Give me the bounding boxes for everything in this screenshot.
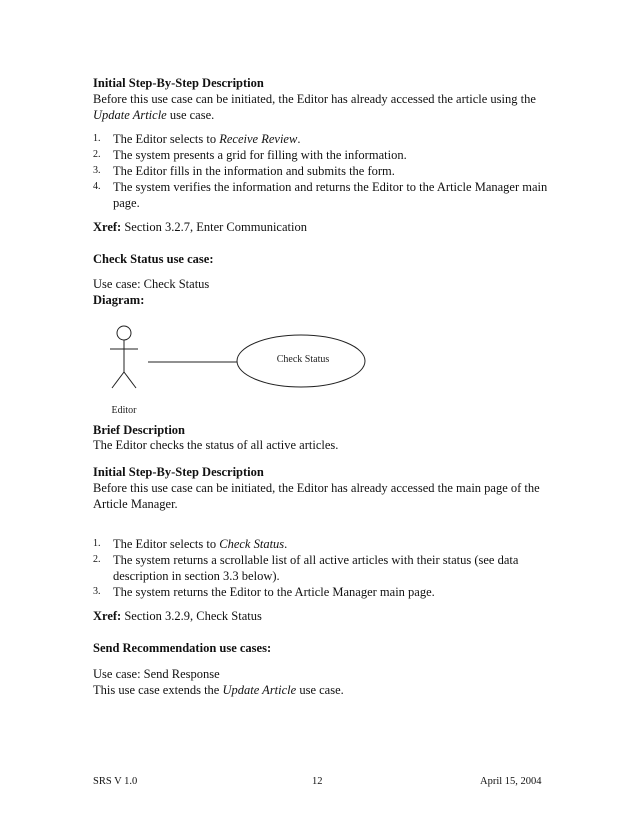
step-number: 2. — [93, 554, 101, 565]
footer-date: April 15, 2004 — [480, 776, 542, 787]
update-article-ref: Update Article — [222, 683, 297, 697]
step-item — [93, 552, 518, 584]
step-item — [93, 536, 518, 552]
step-emphasis: Check Status — [219, 537, 285, 551]
step-emphasis: Receive Review — [219, 132, 298, 146]
xref-check-status — [93, 608, 262, 624]
step-text: The system returns the Editor to the Article Manager main page. — [113, 585, 435, 599]
initial-description-heading: Initial Step-By-Step Description — [93, 76, 264, 90]
send-recommendation-heading: Send Recommendation use cases: — [93, 641, 272, 655]
xref-label: Xref: — [93, 220, 122, 234]
initial-description-line-1: Before this use case can be initiated, the Editor has already accessed the article using the — [93, 92, 536, 106]
oval-label: Check Status — [276, 354, 330, 365]
step-text: The system verifies the information and returns the Editor to the Article Manager main — [113, 180, 548, 194]
extends-pre: This use case extends the — [93, 683, 223, 697]
step-text-end: . — [284, 537, 288, 551]
brief-description-text: The Editor checks the status of all active articles. — [93, 438, 339, 452]
step-text: The system presents a grid for filling with the information. — [113, 148, 407, 162]
step-text-continued: page. — [113, 196, 140, 210]
step-item — [93, 584, 518, 600]
xref-text: Section 3.2.9, Check Status — [121, 609, 262, 623]
check-status-use-case: Use case: Check Status — [93, 277, 210, 291]
step-text: The Editor selects to — [113, 132, 220, 146]
update-article-ref: Update Article — [93, 108, 167, 122]
step-text: The Editor fills in the information and submits the form. — [113, 164, 395, 178]
step-text: The Editor selects to — [113, 537, 220, 551]
footer-version: SRS V 1.0 — [93, 776, 138, 787]
actor-label: Editor — [111, 405, 137, 416]
extends-post: use case. — [296, 683, 344, 697]
footer-page-number: 12 — [312, 776, 323, 787]
xref-text: Section 3.2.7, Enter Communication — [121, 220, 307, 234]
check-status-heading: Check Status use case: — [93, 252, 214, 266]
step-number: 2. — [93, 149, 101, 160]
send-response-use-case: Use case: Send Response — [93, 667, 220, 681]
step-number: 1. — [93, 133, 101, 144]
step-number: 4. — [93, 181, 101, 192]
check-status-steps — [93, 536, 518, 600]
check-status-initial-heading: Initial Step-By-Step Description — [93, 465, 264, 479]
step-number: 3. — [93, 165, 101, 176]
xref-label: Xref: — [93, 609, 122, 623]
step-text: The system returns a scrollable list of all active articles with their status (see data — [113, 553, 519, 567]
brief-description-heading: Brief Description — [93, 423, 185, 437]
step-number: 1. — [93, 538, 101, 549]
step-number: 3. — [93, 586, 101, 597]
diagram-label: Diagram: — [93, 293, 145, 307]
check-status-initial-line-1: Before this use case can be initiated, the Editor has already accessed the main page of the — [93, 481, 540, 495]
check-status-initial-line-2: Article Manager. — [93, 497, 178, 511]
extends-text — [93, 682, 344, 698]
initial-description-line-2-rest: use case. — [166, 108, 215, 122]
step-text-end: . — [297, 132, 301, 146]
actor-stick-figure-icon — [110, 326, 138, 388]
step-text-continued: description in section 3.3 below). — [113, 569, 280, 583]
